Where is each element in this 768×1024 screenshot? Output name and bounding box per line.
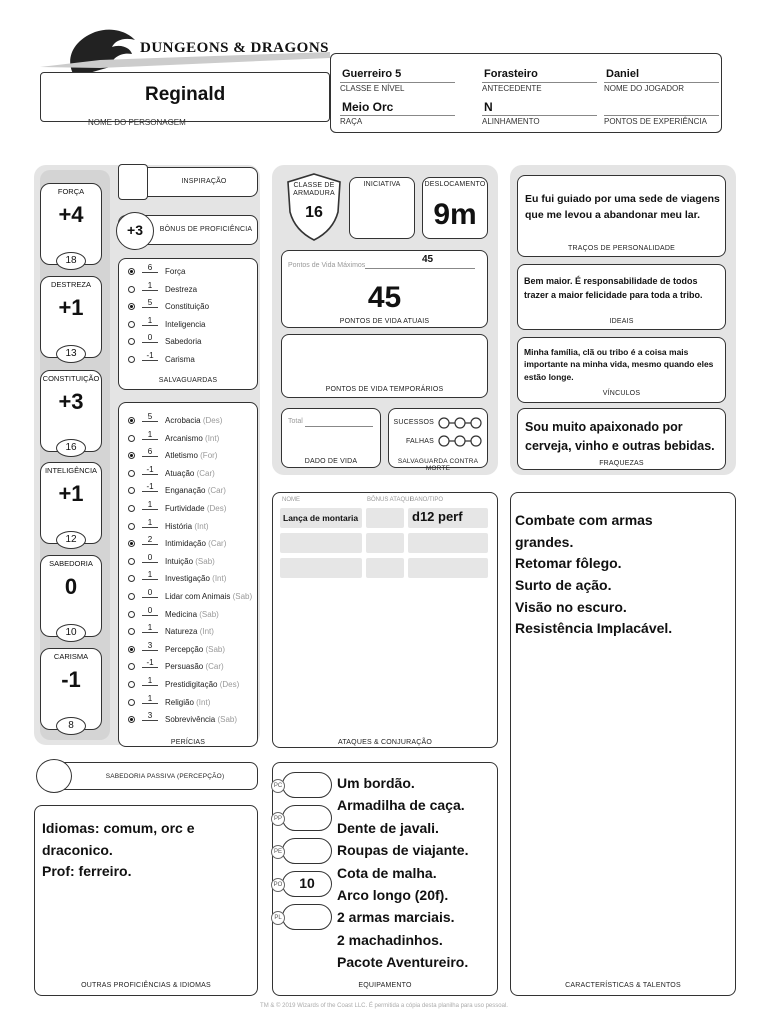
skill-value[interactable]: 1 [142, 623, 158, 633]
skill-proficiency-dot[interactable] [128, 699, 135, 706]
hp-max-line [365, 268, 475, 269]
inspiration-input[interactable] [118, 164, 148, 200]
bonds-label: VÍNCULOS [602, 390, 641, 397]
skill-row [165, 486, 226, 495]
skill-row [165, 557, 215, 566]
skill-name: Acrobacia [165, 416, 201, 425]
save-value[interactable]: 6 [142, 263, 158, 273]
skill-proficiency-dot[interactable] [128, 435, 135, 442]
logo-text: DUNGEONS & DRAGONS [140, 40, 330, 56]
coin-label: PO [271, 878, 285, 892]
skill-attribute: (Int) [194, 521, 209, 531]
skill-attribute: (Des) [202, 416, 223, 425]
skill-row [165, 610, 219, 619]
traits-text[interactable]: Eu fui guiado por uma sede de viagens que me levou a abandonar meu lar. [525, 193, 720, 221]
ability-score[interactable]: 12 [56, 531, 86, 549]
coin-value[interactable]: 10 [299, 875, 315, 891]
class-level-label: CLASSE E NÍVEL [340, 82, 455, 93]
skill-value[interactable]: 1 [142, 500, 158, 510]
hit-dice-total-label: Total [288, 418, 303, 425]
skill-proficiency-dot[interactable] [128, 470, 135, 477]
skill-attribute: (Int) [196, 697, 211, 707]
alignment-value[interactable]: N [484, 100, 493, 114]
equipment-line[interactable]: 2 armas marciais. [337, 909, 455, 926]
player-name-value[interactable]: Daniel [606, 68, 640, 80]
skill-row [165, 504, 226, 513]
features-label: CARACTERÍSTICAS & TALENTOS [565, 982, 681, 989]
ability-modifier[interactable]: +1 [58, 295, 84, 320]
proficiency-line[interactable]: Idiomas: comum, orc e [42, 820, 195, 836]
save-value[interactable]: 1 [142, 316, 158, 326]
skill-value[interactable]: 1 [142, 676, 158, 686]
player-name-label: NOME DO JOGADOR [604, 82, 719, 93]
hit-dice-total-line [305, 426, 373, 427]
ability-score[interactable]: 16 [56, 439, 86, 457]
save-name: Carisma [165, 354, 195, 364]
armor-class-label: CLASSE DE ARMADURA [293, 182, 335, 197]
skill-name: História [165, 521, 193, 531]
skill-value[interactable]: 3 [142, 711, 158, 721]
coin-box[interactable] [273, 805, 332, 831]
save-name: Força [165, 267, 186, 276]
ideals-label: IDEAIS [609, 318, 634, 325]
skill-proficiency-dot[interactable] [128, 646, 135, 653]
skill-name: Lidar com Animais [165, 592, 231, 601]
race-label: RAÇA [340, 115, 455, 126]
skill-row [165, 627, 214, 636]
skill-name: Medicina [165, 609, 198, 619]
ability-modifier[interactable]: +3 [58, 389, 84, 414]
skill-value[interactable]: 0 [142, 553, 158, 563]
skill-value[interactable]: 6 [142, 447, 158, 457]
attacks-col-damage: DANO/TIPO [410, 497, 444, 503]
proficiency-line[interactable]: Prof: ferreiro. [42, 863, 132, 880]
features-text[interactable] [515, 510, 730, 640]
coin-label: PP [271, 812, 285, 826]
flaws-text[interactable]: Sou muito apaixonado por cerveja, vinho e outras bebidas. [525, 420, 715, 453]
hp-current-label: PONTOS DE VIDA ATUAIS [339, 318, 430, 325]
skill-attribute: (Des) [219, 680, 240, 689]
skill-row [165, 451, 217, 460]
proficiencies-text[interactable] [42, 818, 254, 883]
traits-label: TRAÇOS DE PERSONALIDADE [568, 245, 675, 252]
skill-name: Natureza [165, 627, 198, 637]
save-name: Sabedoria [165, 337, 202, 346]
skill-attribute: (Int) [205, 433, 220, 443]
feature-line[interactable]: grandes. [515, 533, 574, 550]
attacks-col-bonus: BÔNUS ATAQUE [367, 497, 414, 503]
skill-name: Intuição [165, 556, 194, 566]
skill-attribute: (Car) [196, 468, 215, 478]
coin-label: PC [271, 779, 285, 793]
death-fail-label: FALHAS [405, 438, 434, 445]
character-name-label: NOME DO PERSONAGEM [88, 118, 186, 127]
skill-attribute: (Car) [208, 539, 227, 549]
death-success-label: SUCESSOS [393, 419, 434, 426]
skill-attribute: (Car) [205, 662, 224, 672]
ability-box [40, 276, 102, 358]
attack-bonus[interactable] [366, 558, 404, 578]
temp-hp-label: PONTOS DE VIDA TEMPORÁRIOS [325, 386, 444, 393]
skill-value[interactable]: 1 [142, 570, 158, 580]
coin-box[interactable] [273, 871, 332, 897]
attack-bonus[interactable] [366, 508, 404, 528]
ability-score[interactable]: 13 [56, 345, 86, 363]
skill-value[interactable]: 0 [142, 606, 158, 616]
class-level-value[interactable]: Guerreiro 5 [342, 68, 402, 80]
initiative-label: INICIATIVA [363, 181, 401, 188]
skill-attribute: (Car) [207, 486, 226, 496]
skill-row [165, 698, 210, 707]
attack-name[interactable] [280, 533, 362, 553]
attacks-col-name: NOME [282, 497, 300, 503]
coin-box[interactable] [273, 838, 332, 864]
equipment-line[interactable]: 2 machadinhos. [337, 931, 443, 948]
save-value[interactable]: 1 [142, 281, 158, 291]
skill-proficiency-dot[interactable] [128, 681, 135, 688]
skill-value[interactable]: 3 [142, 641, 158, 651]
skill-value[interactable]: 1 [142, 518, 158, 528]
equipment-line[interactable]: Arco longo (20f). [337, 886, 449, 903]
skill-proficiency-dot[interactable] [128, 417, 135, 424]
saving-throws-label: SALVAGUARDAS [158, 377, 218, 384]
ability-modifier[interactable]: 0 [64, 574, 78, 599]
footer-copyright: TM & © 2019 Wizards of the Coast LLC. É permitida a cópia desta planilha para uso pessoal. [260, 1003, 508, 1009]
attacks-label: ATAQUES & CONJURAÇÃO [338, 739, 432, 746]
feature-line[interactable]: Visão no escuro. [515, 598, 627, 615]
skill-name: Investigação [165, 574, 210, 584]
skill-name: Prestidigitação [165, 680, 218, 689]
proficiency-value[interactable]: +3 [116, 212, 154, 250]
ability-name: CONSTITUIÇÃO [42, 374, 100, 383]
skill-attribute: (Sab) [205, 644, 226, 654]
proficiencies-label: OUTRAS PROFICIÊNCIAS & IDIOMAS [81, 982, 211, 989]
save-value[interactable]: 5 [142, 298, 158, 308]
skill-name: Furtividade [165, 504, 205, 513]
skill-attribute: (For) [200, 451, 218, 461]
hp-max-label: Pontos de Vida Máximos [288, 262, 366, 269]
armor-class-value[interactable]: 16 [305, 204, 323, 221]
death-save-checkboxes-icon[interactable] [437, 414, 483, 450]
feature-line[interactable]: Retomar fôlego. [515, 555, 622, 572]
ability-name: CARISMA [53, 652, 89, 661]
save-proficiency-dot[interactable] [128, 286, 135, 293]
skill-value[interactable]: 2 [142, 535, 158, 545]
hit-dice-label: DADO DE VIDA [304, 458, 358, 465]
save-proficiency-dot[interactable] [128, 356, 135, 363]
skill-value[interactable]: 1 [142, 430, 158, 440]
attack-damage[interactable] [408, 558, 488, 578]
skill-row [165, 522, 209, 531]
skill-name: Arcanismo [165, 433, 203, 443]
save-proficiency-dot[interactable] [128, 268, 135, 275]
skill-value[interactable]: -1 [142, 465, 158, 475]
save-value[interactable]: 0 [142, 333, 158, 343]
skill-attribute: (Sab) [199, 609, 219, 619]
skill-proficiency-dot[interactable] [128, 558, 135, 565]
background-value[interactable]: Forasteiro [484, 68, 538, 80]
skill-value[interactable]: 5 [142, 412, 158, 422]
skill-row [165, 645, 225, 654]
proficiency-line[interactable]: draconico. [42, 841, 113, 858]
background-label: ANTECEDENTE [482, 82, 597, 93]
hp-max-value[interactable]: 45 [422, 254, 434, 265]
save-name: Constituição [165, 302, 210, 311]
attacks-box [272, 492, 498, 748]
skill-attribute: (Des) [206, 504, 227, 513]
race-value[interactable]: Meio Orc [342, 100, 394, 114]
coin-box[interactable] [274, 904, 332, 930]
save-proficiency-dot[interactable] [128, 303, 135, 310]
flaws-label: FRAQUEZAS [599, 460, 644, 467]
equipment-line[interactable]: Armadilha de caça. [337, 797, 465, 814]
ability-modifier[interactable]: -1 [61, 667, 81, 692]
skill-attribute: (Int) [199, 627, 214, 637]
proficiency-label: BÔNUS DE PROFICIÊNCIA [159, 226, 253, 233]
skill-value[interactable]: 1 [142, 694, 158, 704]
skill-attribute: (Sab) [195, 556, 215, 566]
skill-name: Persuasão [165, 662, 204, 672]
skill-attribute: (Sab) [217, 715, 238, 725]
ability-score[interactable]: 8 [56, 717, 86, 735]
attack-bonus[interactable] [366, 533, 404, 553]
passive-wisdom-value[interactable] [36, 759, 72, 793]
save-proficiency-dot[interactable] [128, 321, 135, 328]
skill-proficiency-dot[interactable] [128, 593, 135, 600]
equipment-line[interactable]: Cota de malha. [337, 864, 437, 881]
skill-name: Enganação [165, 486, 206, 496]
alignment-label: ALINHAMENTO [482, 115, 597, 126]
ability-score[interactable]: 18 [56, 252, 86, 270]
skill-attribute: (Sab) [232, 592, 253, 601]
skill-name: Percepção [165, 644, 204, 654]
equipment-label: EQUIPAMENTO [358, 982, 412, 989]
skill-row [165, 592, 252, 601]
xp-label: PONTOS DE EXPERIÊNCIA [604, 115, 719, 126]
skills-label: PERÍCIAS [170, 739, 206, 746]
death-saves-label: SALVAGUARDA CONTRA MORTE [397, 458, 479, 472]
ability-name: DESTREZA [50, 280, 91, 289]
skill-row [165, 469, 215, 478]
skill-attribute: (Int) [212, 574, 227, 584]
attack-name[interactable]: Lança de montaria [280, 508, 362, 528]
feature-line[interactable]: Surto de ação. [515, 577, 612, 594]
ability-box [40, 555, 102, 637]
ability-modifier[interactable]: +4 [58, 202, 84, 227]
ability-box [40, 183, 102, 265]
skill-name: Religião [165, 697, 194, 707]
skill-row [165, 715, 237, 724]
save-name: Inteligencia [165, 319, 206, 329]
passive-wisdom-label: SABEDORIA PASSIVA (PERCEPÇÃO) [105, 773, 225, 780]
skill-proficiency-dot[interactable] [128, 505, 135, 512]
save-value[interactable]: -1 [142, 351, 158, 361]
skill-row [165, 680, 239, 689]
skill-row [165, 434, 219, 443]
speed-value[interactable]: 9m [433, 198, 477, 231]
attack-damage[interactable] [408, 533, 488, 553]
character-name[interactable]: Reginald [145, 84, 226, 105]
skill-row [165, 539, 226, 548]
equipment-line[interactable]: Pacote Aventureiro. [337, 954, 469, 971]
skill-value[interactable]: -1 [142, 658, 158, 668]
skill-proficiency-dot[interactable] [128, 523, 135, 530]
ideals-text[interactable]: Bem maior. É responsabilidade de todos trazer a maior felicidade para toda a tribo. [524, 276, 703, 300]
skill-name: Intimidação [165, 539, 206, 549]
attack-damage[interactable]: d12 perf [408, 508, 488, 528]
equipment-line[interactable]: Um bordão. [337, 775, 415, 791]
save-proficiency-dot[interactable] [128, 338, 135, 345]
coin-label: PE [271, 845, 285, 859]
ability-score[interactable]: 10 [56, 624, 86, 642]
save-name: Destreza [165, 284, 198, 294]
skill-row [165, 416, 222, 425]
skill-value[interactable]: -1 [142, 482, 158, 492]
ability-name: INTELIGÊNCIA [44, 466, 98, 475]
skill-row [165, 662, 224, 671]
bonds-text[interactable]: Minha família, clã ou tribo é a coisa mais importante na minha vida, mesmo quando eles estão longe. [524, 347, 714, 382]
inspiration-label: INSPIRAÇÃO [181, 178, 227, 185]
skill-name: Atuação [165, 468, 195, 478]
equipment-line[interactable]: Roupas de viajante. [337, 842, 469, 859]
ability-box [40, 462, 102, 544]
feature-line[interactable]: Combate com armas [515, 512, 653, 528]
hp-current-value[interactable]: 45 [367, 281, 402, 314]
equipment-text[interactable] [337, 772, 497, 974]
attack-name[interactable] [280, 558, 362, 578]
ability-name: FORÇA [57, 187, 85, 196]
skill-name: Sobrevivência [165, 715, 216, 725]
ability-name: SABEDORIA [49, 559, 93, 568]
skill-name: Atletismo [165, 451, 198, 461]
skill-proficiency-dot[interactable] [128, 611, 135, 618]
coin-box[interactable] [273, 772, 332, 798]
ability-box [40, 370, 102, 452]
coin-label: PL [271, 911, 285, 925]
skill-row [165, 574, 226, 583]
equipment-line[interactable]: Dente de javali. [337, 819, 439, 836]
speed-label: DESLOCAMENTO [424, 181, 486, 188]
skill-value[interactable]: 0 [142, 588, 158, 598]
ability-modifier[interactable]: +1 [58, 481, 84, 506]
ability-box [40, 648, 102, 730]
feature-line[interactable]: Resistência Implacável. [515, 620, 673, 637]
